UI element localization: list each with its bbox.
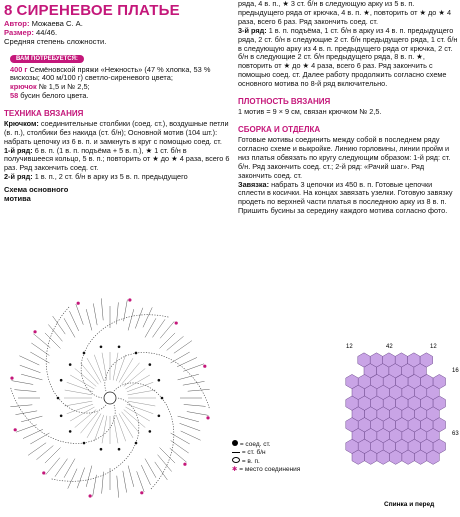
legend-row-2	[232, 449, 300, 457]
yarn-text: Семёновской пряжи «Нежность» (47 % хлопка, 53 % вискозы; 400 м/100 г) светло-сиреневого цвета;	[10, 64, 211, 83]
motif-stitch	[137, 471, 145, 492]
motif-diagram	[0, 290, 226, 516]
tie-label: Завязка:	[238, 179, 270, 189]
motif-inner-stitch	[65, 401, 93, 406]
motif-dot	[118, 345, 121, 348]
motif-stitch	[68, 469, 77, 489]
motif-stitch	[128, 309, 134, 330]
motif-inner-stitch	[65, 390, 93, 395]
dim-12-left: 12	[346, 344, 353, 350]
motif-dot	[69, 363, 72, 366]
motif-stitch	[28, 443, 46, 456]
beads-instruction: Пришить бусины за середину каждого мотива согласно фото.	[238, 206, 448, 216]
motif-join-marker	[203, 365, 206, 368]
motif-inner-stitch	[116, 415, 126, 441]
motif-stitch	[145, 459, 156, 478]
materials-badge: ВАМ ПОТРЕБУЕТСЯ:	[10, 55, 84, 63]
motif-inner-stitch	[113, 353, 118, 381]
technique-motif-text: Основной мотив (104 шт.): набрать цепочку из 6 в. п. и замкнуть в круг с помощью соед. ст.	[4, 127, 222, 146]
motif-stitch	[124, 300, 128, 322]
motif-stitch	[178, 374, 199, 380]
motif-stitch	[155, 462, 168, 480]
motif-stitch	[181, 431, 201, 440]
motif-stitch	[14, 390, 36, 392]
motif-stitch	[143, 307, 152, 327]
motif-inner-stitch	[102, 416, 107, 444]
motif-dot	[161, 397, 164, 400]
motif-dot	[158, 414, 161, 417]
motif-dot	[100, 345, 103, 348]
schema-title	[4, 186, 230, 203]
row2-text: 1 в. п., 2 ст. б/н в арку из 5 в. п. предыдущего	[34, 172, 188, 182]
motif-join-marker	[14, 428, 17, 431]
technique-row2	[4, 173, 230, 182]
motif-stitch	[10, 405, 32, 407]
legend-row-4	[232, 466, 300, 474]
motif-stitch	[117, 476, 119, 498]
motif-stitch	[16, 425, 37, 433]
dress-schematic	[338, 340, 458, 510]
legend-dash-icon	[232, 452, 240, 453]
legend-row-3	[232, 457, 300, 466]
motif-stitch	[93, 475, 97, 497]
motif-inner-stitch	[128, 401, 156, 406]
motif-dot	[149, 430, 152, 433]
motif-stitch	[64, 318, 75, 337]
motif-stitch	[21, 374, 42, 380]
motif-stitch	[183, 364, 204, 372]
motif-stitch	[19, 356, 39, 365]
difficulty: Средняя степень сложности.	[4, 37, 107, 47]
motif-join-marker	[183, 463, 186, 466]
motif-join-marker	[10, 377, 13, 380]
beads-line	[10, 92, 230, 101]
motif-inner-stitch	[127, 382, 153, 392]
motif-dot	[135, 442, 138, 445]
legend-text-1: = соед. ст.	[239, 441, 271, 448]
motif-dot	[57, 397, 60, 400]
author-line	[4, 19, 230, 28]
technique-heading: ТЕХНИКА ВЯЗАНИЯ	[4, 108, 84, 118]
row3-text: 1 в. п. подъёма, 1 ст. б/н в арку из 4 в. п. предыдущего ряда, 2 ст. б/н в следующие 2 ст. б/н предыдущего ряда, 1 ст. б/н в следующую арку из 4 в. п. предыдущего ряда от крючка, 2 ст. б/н в следующие 2 ст. б/н предыдущего ряда, 8 в. п. ★, повторить от ★ до ★ 4 раза, всего 6 раз. Ряд закончить с помощью соед. ст. Далее работу продолжить согласно схеме основного мотива по 8-й ряд включительно.	[238, 25, 458, 89]
hook-text: № 1,5 и № 2,5;	[38, 82, 90, 92]
technique-hook-label: Крючком:	[4, 118, 39, 128]
motif-inner-stitch	[67, 404, 93, 414]
row1-label: 1-й ряд:	[4, 145, 33, 155]
row1-text: 6 в. п. (1 в. п. подъёма + 5 в. п.), ★ 1 ст. б/н в получившееся кольцо, 5 в. п.; повторить от ★ до ★ 4 раза, всего 6 раз. Ряд закончить соед. ст.	[4, 145, 230, 173]
size-line	[4, 28, 230, 37]
dress-caption: Спинка и перед	[384, 501, 435, 508]
dim-16: 16	[452, 368, 459, 374]
motif-dot	[83, 352, 86, 355]
row2-label: 2-й ряд:	[4, 172, 33, 182]
motif-inner-stitch	[113, 416, 118, 444]
schema-title-line1: Схема основного	[4, 185, 69, 195]
motif-stitch	[20, 365, 41, 373]
density-heading: ПЛОТНОСТЬ ВЯЗАНИЯ	[238, 97, 331, 107]
motif-stitch	[21, 416, 42, 422]
motif-stitch	[180, 423, 201, 431]
motif-stitch	[15, 411, 37, 415]
motif-inner-stitch	[128, 390, 156, 395]
dim-63: 63	[452, 431, 459, 437]
author-value: Можаева С. А.	[31, 19, 83, 28]
motif-stitch	[141, 465, 150, 485]
motif-arm	[11, 388, 116, 444]
motif-dot	[69, 430, 72, 433]
motif-stitch	[178, 416, 199, 422]
motif-join-marker	[128, 298, 131, 301]
motif-stitch	[177, 357, 197, 366]
hook-label: крючок	[10, 82, 37, 92]
legend-text-3: = в. п.	[241, 458, 260, 465]
beads-amount: 58	[10, 91, 19, 100]
motif-arm	[46, 307, 106, 414]
motif-stitch	[188, 389, 210, 391]
motif-stitch	[93, 303, 97, 325]
legend-text-4: = место соединения	[239, 466, 301, 473]
motif-stitch	[53, 316, 66, 334]
legend-join-icon: ✱	[232, 466, 238, 473]
schema-title-line2: мотива	[4, 193, 31, 203]
legend-text-2: = ст. б/н	[241, 449, 266, 456]
motif-stitch	[45, 447, 61, 463]
motif-arm	[114, 383, 174, 490]
motif-inner-stitch	[94, 355, 104, 381]
legend-row-1	[232, 440, 300, 449]
motif-stitch	[45, 333, 61, 349]
right-column	[238, 0, 458, 216]
motif-stitch	[23, 429, 43, 438]
motif-stitch	[123, 471, 127, 493]
motif-dot	[135, 352, 138, 355]
technique-row1	[4, 147, 230, 174]
assembly-text: Готовые мотивы соединить между собой в последнем ряду согласно схеме и выкройке. Линию горловины, линии пройм и низ платья обвязать по кругу следующим образом: 1-й ряд: ст. б/н. Ряд закончить соед. ст.; 2-й ряд: «Рачий шаг». Ряд закончить соед. ст.	[238, 134, 451, 180]
motif-center-ring	[104, 392, 116, 404]
motif-strokes	[10, 298, 209, 497]
motif-stitch	[159, 447, 175, 463]
motif-inner-stitch	[116, 355, 126, 381]
motif-inner-stitch	[67, 382, 93, 392]
yarn-amount: 400 г	[10, 64, 28, 74]
pattern-title-text: СИРЕНЕВОЕ ПЛАТЬЕ	[16, 2, 180, 19]
motif-stitch	[86, 466, 92, 487]
motif-stitch	[12, 381, 34, 385]
author-label: Автор:	[4, 19, 30, 28]
motif-join-marker	[140, 491, 143, 494]
left-column	[4, 0, 230, 203]
density-text: 1 мотив = 9 × 9 см, связан крючком № 2,5.	[238, 107, 382, 117]
technique-hook-text: соединительные столбики (соед. ст.), воздушные петли (в. п.), столбики без накида (ст. б/н);	[4, 118, 229, 137]
motif-stitch	[171, 352, 190, 363]
motif-stitch	[187, 412, 209, 416]
motif-join-marker	[175, 321, 178, 324]
row2-continuation: ряда, 4 в. п., ★ 3 ст. б/н в следующую арку из 5 в. п. предыдущего ряда от крючка, 4 в. п. ★, повторить от ★ до ★ 4 раза, всего 6 раз. Ряд закончить соед. ст.	[238, 0, 452, 26]
motif-stitch	[69, 311, 78, 331]
motif-stitch	[76, 304, 84, 325]
size-label: Размер:	[4, 28, 34, 38]
beads-text: бусин белого цвета.	[20, 91, 89, 100]
motif-dot	[100, 448, 103, 451]
motif-stitch	[184, 404, 206, 406]
motif-dot	[158, 379, 161, 382]
motif-dot	[118, 448, 121, 451]
pattern-title	[4, 2, 230, 19]
motif-stitch	[174, 341, 192, 354]
motif-stitch	[101, 298, 103, 320]
motif-dot	[149, 363, 152, 366]
motif-stitch	[128, 466, 134, 487]
dress-motif-grid	[346, 353, 446, 465]
tie-text	[238, 181, 458, 208]
size-value: 44/46.	[36, 28, 58, 38]
dim-42: 42	[386, 344, 393, 350]
assembly-heading: СБОРКА И ОТДЕЛКА	[238, 124, 321, 134]
motif-inner-stitch	[127, 404, 153, 414]
motif-join-marker	[206, 416, 209, 419]
motif-dot	[60, 414, 63, 417]
motif-arm	[105, 353, 210, 409]
motif-join-marker	[33, 330, 36, 333]
legend	[232, 440, 300, 474]
tie-body: набрать 3 цепочки из 450 в. п. Готовые цепочки сплести в косички. На концах завязать узелки. Готовую завязку продеть по верхней части платья в последнюю арку из 8 в. п.	[238, 179, 453, 207]
motif-dot	[60, 379, 63, 382]
motif-stitch	[135, 308, 143, 329]
yarn-line	[10, 66, 230, 84]
dim-12-right: 12	[430, 344, 437, 350]
row3-label: 3-й ряд:	[238, 25, 267, 35]
motif-stitch	[30, 433, 49, 444]
motif-join-marker	[42, 471, 45, 474]
technique-hook	[4, 120, 230, 147]
technique-row3	[238, 27, 458, 89]
motif-inner-stitch	[94, 415, 104, 441]
legend-oval-icon	[232, 457, 240, 463]
legend-dot-icon	[232, 440, 238, 446]
motif-stitch	[77, 468, 85, 489]
motif-join-marker	[89, 494, 92, 497]
motif-dot	[83, 442, 86, 445]
pattern-number: 8	[4, 2, 13, 19]
motif-join-marker	[77, 302, 80, 305]
motif-stitch	[183, 381, 205, 385]
motif-stitch	[86, 309, 92, 330]
motif-inner-stitch	[102, 353, 107, 381]
motif-stitch	[159, 333, 175, 349]
